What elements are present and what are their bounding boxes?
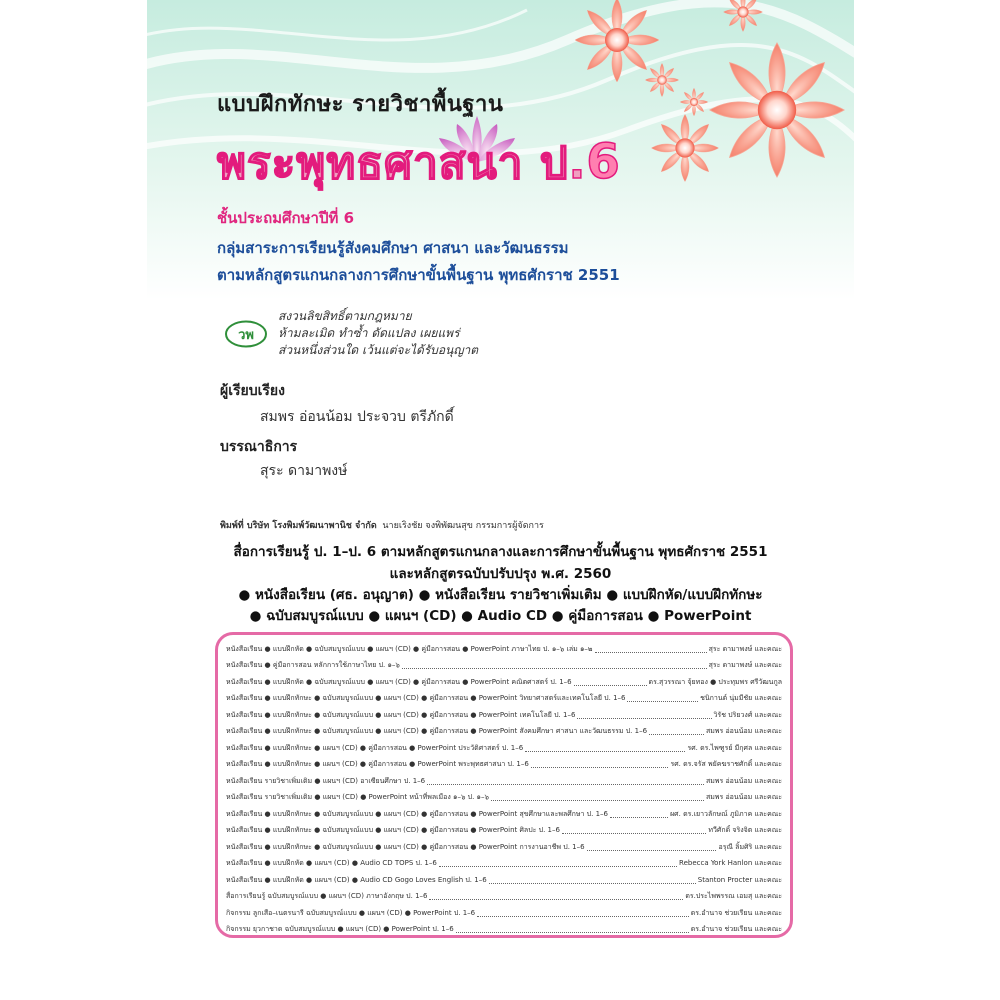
catalog-item-author: สมพร อ่อนน้อม และคณะ	[705, 776, 782, 785]
book-title-main: พระพุทธศาสนา ป.	[217, 138, 587, 189]
catalog-item-author: สุระ ดามาพงษ์ และคณะ	[708, 661, 782, 669]
catalog-row	[226, 693, 782, 705]
catalog-leader-dots	[491, 794, 704, 801]
catalog-item-author: Rebecca York Hanlon และคณะ	[679, 859, 782, 867]
catalog-item-title: กิจกรรม ลูกเสือ–เนตรนารี ฉบับสมบูรณ์แบบ ● แผนฯ (CD) ● PowerPoint ป. 1–6	[226, 908, 476, 917]
publisher-logo-icon	[225, 320, 267, 348]
catalog-item-author: Stanton Procter และคณะ	[697, 875, 782, 884]
catalog-row	[226, 841, 782, 853]
catalog-item-author: ชนิกานต์ นุ่มมีชัย และคณะ	[700, 694, 782, 702]
catalog-leader-dots	[402, 662, 707, 669]
promo-line: สื่อการเรียนรู้ ป. 1–ป. 6 ตามหลักสูตรแกนกลางและการศึกษาขั้นพื้นฐาน พุทธศักราช 2551	[233, 544, 768, 560]
catalog-item-title: หนังสือเรียน ● แบบฝึกทักษะ ● ฉบับสมบูรณ์แบบ ● แผนฯ (CD) ● คู่มือการสอน ● PowerPoint วิทยาศาสตร์และเทคโนโลยี ป. 1–6	[226, 694, 626, 702]
catalog-item-author: สมพร อ่อนน้อม และคณะ	[705, 727, 782, 735]
catalog-item-author: วิรัช ปริยวงศ์ และคณะ	[713, 710, 782, 719]
catalog-item-author: ดร.ประไพพรรณ เอมสุ และคณะ	[685, 892, 782, 900]
catalog-leader-dots	[477, 910, 689, 917]
catalog-item-title: กิจกรรม ยุวกาชาด ฉบับสมบูรณ์แบบ ● แผนฯ (CD) ● PowerPoint ป. 1–6	[226, 925, 454, 933]
catalog-item-title: หนังสือเรียน รายวิชาเพิ่มเติม ● แผนฯ (CD) อาเซียนศึกษา ป. 1–6	[226, 776, 426, 785]
catalog-row	[226, 907, 782, 919]
catalog-row	[226, 660, 782, 672]
authors-names: สมพร อ่อนน้อม ประจวบ ตรีภักดี์	[260, 409, 454, 425]
catalog-leader-dots	[429, 893, 683, 900]
catalog-item-title: หนังสือเรียน ● แบบฝึกหัด ● แผนฯ (CD) ● Audio CD Gogo Loves English ป. 1–6	[226, 875, 487, 884]
product-catalog-box	[215, 632, 793, 938]
catalog-item-author: ดร.อำนาจ ช่วยเรียน และคณะ	[690, 925, 782, 933]
book-series-headline: แบบฝึกทักษะ รายวิชาพื้นฐาน	[217, 92, 504, 117]
promo-products-line: ● ฉบับสมบูรณ์แบบ ● แผนฯ (CD) ● Audio CD ● คู่มือการสอน ● PowerPoint	[249, 608, 752, 624]
catalog-row	[226, 759, 782, 771]
catalog-leader-dots	[562, 827, 706, 834]
catalog-leader-dots	[456, 926, 689, 933]
book-title-grade: 6	[586, 134, 621, 190]
catalog-item-author: สุระ ดามาพงษ์ และคณะ	[708, 644, 782, 653]
catalog-item-title: หนังสือเรียน ● แบบฝึกทักษะ ● ฉบับสมบูรณ์แบบ ● แผนฯ (CD) ● คู่มือการสอน ● PowerPoint ศิลปะ ป. 1–6	[226, 826, 560, 834]
catalog-row	[226, 676, 782, 688]
catalog-item-title: หนังสือเรียน รายวิชาเพิ่มเติม ● แผนฯ (CD) ● PowerPoint หน้าที่พลเมือง ๑–๖ ป. ๑–๖	[226, 793, 489, 801]
catalog-item-title: หนังสือเรียน ● แบบฝึกทักษะ ● ฉบับสมบูรณ์แบบ ● แผนฯ (CD) ● คู่มือการสอน ● PowerPoint เทคโนโลยี ป. 1–6	[226, 710, 576, 719]
catalog-leader-dots	[439, 860, 677, 867]
catalog-item-author: อรุณี ลิ้มศิริ และคณะ	[718, 842, 782, 851]
copyright-text	[278, 308, 478, 359]
catalog-leader-dots	[489, 877, 696, 884]
catalog-row	[226, 924, 782, 936]
catalog-leader-dots	[574, 679, 647, 686]
copyright-line: ห้ามละเมิด ทำซ้ำ ดัดแปลง เผยแพร่	[278, 326, 460, 340]
publisher-logo-text: วพ	[238, 328, 254, 343]
catalog-leader-dots	[587, 844, 717, 851]
catalog-leader-dots	[610, 811, 668, 818]
curriculum-line: ตามหลักสูตรแกนกลางการศึกษาขั้นพื้นฐาน พุทธศักราช 2551	[217, 266, 620, 284]
promo-products-line: ● หนังสือเรียน (ศธ. อนุญาต) ● หนังสือเรียน รายวิชาเพิ่มเติม ● แบบฝึกหัด/แบบฝึกทักษะ	[238, 587, 763, 603]
catalog-row	[226, 792, 782, 804]
catalog-leader-dots	[595, 646, 707, 653]
printer-manager: นายเริงชัย จงพิพัฒนสุข กรรมการผู้จัดการ	[382, 521, 544, 531]
catalog-item-author: รศ. ดร.ไพฑูรย์ มีกุศล และคณะ	[687, 743, 782, 752]
subject-group: กลุ่มสาระการเรียนรู้สังคมศึกษา ศาสนา และวัฒนธรรม	[217, 239, 569, 257]
grade-level: ชั้นประถมศึกษาปีที่ 6	[217, 209, 355, 227]
copyright-line: ส่วนหนึ่งส่วนใด เว้นแต่จะได้รับอนุญาต	[278, 343, 479, 357]
catalog-row	[226, 775, 782, 787]
catalog-leader-dots	[531, 761, 669, 768]
catalog-item-title: หนังสือเรียน ● แบบฝึกหัด ● แผนฯ (CD) ● Audio CD TOPS ป. 1–6	[226, 859, 437, 867]
catalog-leader-dots	[649, 728, 704, 735]
catalog-item-author: สมพร อ่อนน้อม และคณะ	[705, 793, 782, 801]
catalog-item-title: หนังสือเรียน ● แบบฝึกทักษะ ● ฉบับสมบูรณ์แบบ ● แผนฯ (CD) ● คู่มือการสอน ● PowerPoint การงานอาชีพ ป. 1–6	[226, 842, 585, 851]
promo-line: และหลักสูตรฉบับปรับปรุง พ.ศ. 2560	[389, 566, 612, 582]
catalog-row	[226, 808, 782, 820]
catalog-item-title: หนังสือเรียน ● แบบฝึกทักษะ ● แผนฯ (CD) ● คู่มือการสอน ● PowerPoint พระพุทธศาสนา ป. 1–6	[226, 760, 529, 768]
catalog-row	[226, 891, 782, 903]
editor-label: บรรณาธิการ	[220, 439, 298, 455]
copyright-line: สงวนลิขสิทธิ์ตามกฎหมาย	[278, 309, 412, 323]
catalog-item-author: ผศ. ดร.เยาวลักษณ์ ภูมิภาค และคณะ	[670, 809, 782, 818]
printer-credit	[220, 518, 544, 532]
catalog-row	[226, 825, 782, 837]
catalog-item-title: หนังสือเรียน ● แบบฝึกหัด ● ฉบับสมบูรณ์แบบ ● แผนฯ (CD) ● คู่มือการสอน ● PowerPoint ภาษาไทย ป. ๑–๖ เล่ม ๑–๒	[226, 644, 593, 653]
catalog-row	[226, 726, 782, 738]
catalog-item-title: หนังสือเรียน ● แบบฝึกหัด ● ฉบับสมบูรณ์แบบ ● แผนฯ (CD) ● คู่มือการสอน ● PowerPoint คณิตศาสตร์ ป. 1–6	[226, 677, 572, 686]
catalog-item-author: ดร.อำนาจ ช่วยเรียน และคณะ	[690, 908, 782, 917]
authors-label: ผู้เรียบเรียง	[220, 383, 285, 399]
catalog-item-title: หนังสือเรียน ● คู่มือการสอน หลักการใช้ภาษาไทย ป. ๑–๖	[226, 661, 400, 669]
catalog-leader-dots	[525, 745, 685, 752]
catalog-item-title: หนังสือเรียน ● แบบฝึกทักษะ ● ฉบับสมบูรณ์แบบ ● แผนฯ (CD) ● คู่มือการสอน ● PowerPoint สังคมศึกษา ศาสนา และวัฒนธรรม ป. 1–6	[226, 727, 648, 735]
catalog-item-title: สื่อการเรียนรู้ ฉบับสมบูรณ์แบบ ● แผนฯ (CD) ภาษาอังกฤษ ป. 1–6	[226, 892, 428, 900]
catalog-item-author: ดร.สุวรรณา จุ้ยทอง ● ประทุมพร ศรีวัฒนกูล	[648, 677, 782, 686]
catalog-row	[226, 709, 782, 721]
catalog-item-title: หนังสือเรียน ● แบบฝึกทักษะ ● แผนฯ (CD) ● คู่มือการสอน ● PowerPoint ประวัติศาสตร์ ป. 1–6	[226, 743, 524, 752]
catalog-row	[226, 742, 782, 754]
catalog-item-author: ทวีศักดิ์ จริงจิต และคณะ	[708, 826, 782, 834]
book-cover-page	[147, 0, 854, 1000]
catalog-leader-dots	[577, 712, 711, 719]
editor-name: สุระ ดามาพงษ์	[260, 463, 348, 479]
catalog-row	[226, 643, 782, 655]
catalog-row	[226, 858, 782, 870]
printer-company: พิมพ์ที่ บริษัท โรงพิมพ์วัฒนาพานิช จำกัด	[220, 521, 377, 531]
catalog-item-author: รศ. ดร.จรัส พยัคฆราชศักดิ์ และคณะ	[670, 760, 782, 768]
catalog-leader-dots	[427, 778, 704, 785]
catalog-item-title: หนังสือเรียน ● แบบฝึกทักษะ ● ฉบับสมบูรณ์แบบ ● แผนฯ (CD) ● คู่มือการสอน ● PowerPoint สุขศึกษาและพลศึกษา ป. 1–6	[226, 809, 608, 818]
catalog-row	[226, 874, 782, 886]
book-title	[217, 128, 621, 198]
catalog-leader-dots	[627, 695, 698, 702]
